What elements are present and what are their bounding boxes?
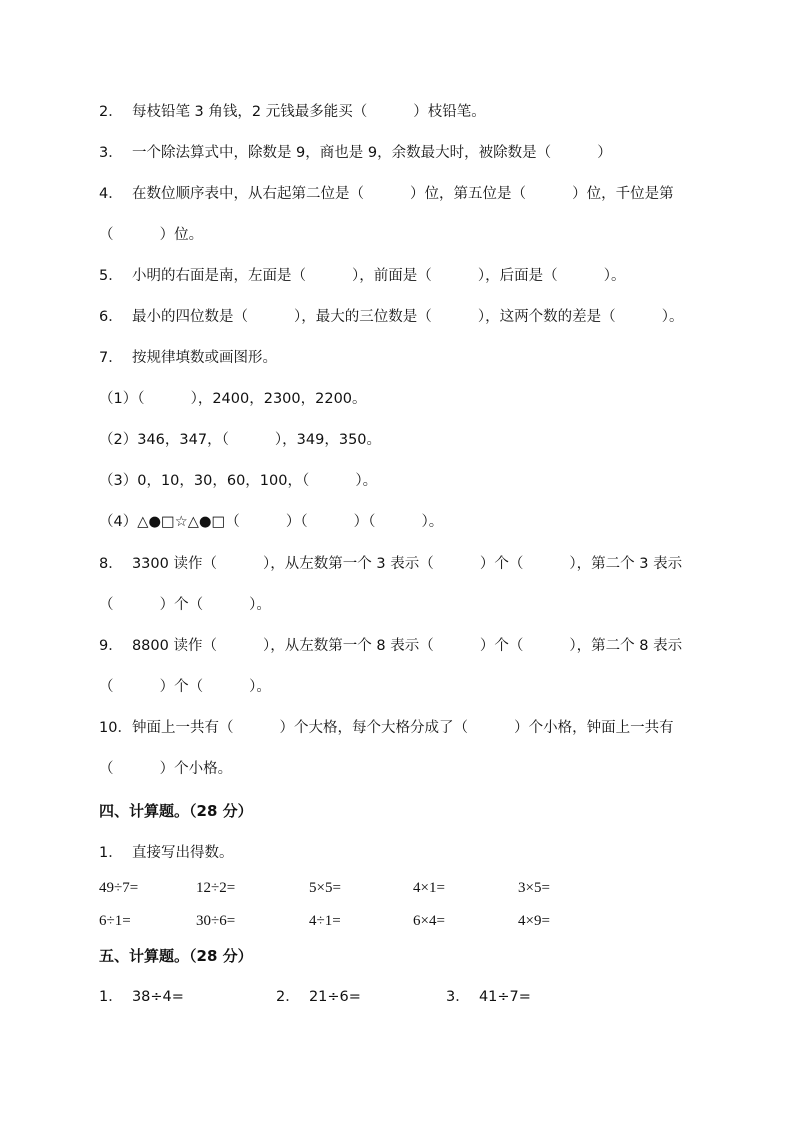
calc-cell: 6÷1= xyxy=(99,913,131,929)
calc-cell: 3×5= xyxy=(518,880,550,896)
section-4-heading: 四、计算题。（28 分） xyxy=(99,802,253,820)
section-4-item-1: 1． 直接写出得数。 xyxy=(99,845,234,861)
section-5-heading: 五、计算题。（28 分） xyxy=(99,947,253,965)
question-5: 5． 小明的右面是南，左面是（ ），前面是（ ），后面是（ ）。 xyxy=(99,268,626,284)
question-3: 3． 一个除法算式中，除数是 9，商也是 9，余数最大时，被除数是（ ） xyxy=(99,145,612,161)
calc-cell: 6×4= xyxy=(413,913,445,929)
calc-cell: 5×5= xyxy=(309,880,341,896)
calc-cell: 30÷6= xyxy=(196,913,236,929)
calc-cell: 49÷7= xyxy=(99,880,139,896)
question-7-4: （4）△●□☆△●□（ ）（ ）（ ）。 xyxy=(99,514,444,530)
question-9: 9． 8800 读作（ ），从左数第一个 8 表示（ ）个（ ），第二个 8 表示 xyxy=(99,638,683,654)
question-4: 4． 在数位顺序表中，从右起第二位是（ ）位，第五位是（ ）位，千位是第 xyxy=(99,186,674,202)
question-7-1: （1）（ ），2400，2300，2200。 xyxy=(99,391,367,407)
question-6: 6． 最小的四位数是（ ），最大的三位数是（ ），这两个数的差是（ ）。 xyxy=(99,309,684,325)
question-7: 7． 按规律填数或画图形。 xyxy=(99,350,277,366)
section-5-item: 3． 41÷7= xyxy=(446,989,531,1005)
question-8-cont: （ ）个（ ）。 xyxy=(99,597,271,613)
question-7-3: （3）0，10，30，60，100，（ ）。 xyxy=(99,473,378,489)
question-4-cont: （ ）位。 xyxy=(99,227,204,243)
calc-cell: 12÷2= xyxy=(196,880,236,896)
question-9-cont: （ ）个（ ）。 xyxy=(99,679,271,695)
calc-cell: 4×1= xyxy=(413,880,445,896)
question-2: 2． 每枝铅笔 3 角钱，2 元钱最多能买（ ）枝铅笔。 xyxy=(99,104,486,120)
section-5-item: 1． 38÷4= xyxy=(99,989,184,1005)
question-10-cont: （ ）个小格。 xyxy=(99,761,233,777)
question-10: 10．钟面上一共有（ ）个大格，每个大格分成了（ ）个小格，钟面上一共有 xyxy=(99,720,674,736)
question-8: 8． 3300 读作（ ），从左数第一个 3 表示（ ）个（ ），第二个 3 表示 xyxy=(99,556,683,572)
calc-cell: 4×9= xyxy=(518,913,550,929)
question-7-2: （2）346，347，（ ），349，350。 xyxy=(99,432,382,448)
calc-cell: 4÷1= xyxy=(309,913,341,929)
section-5-item: 2． 21÷6= xyxy=(276,989,361,1005)
